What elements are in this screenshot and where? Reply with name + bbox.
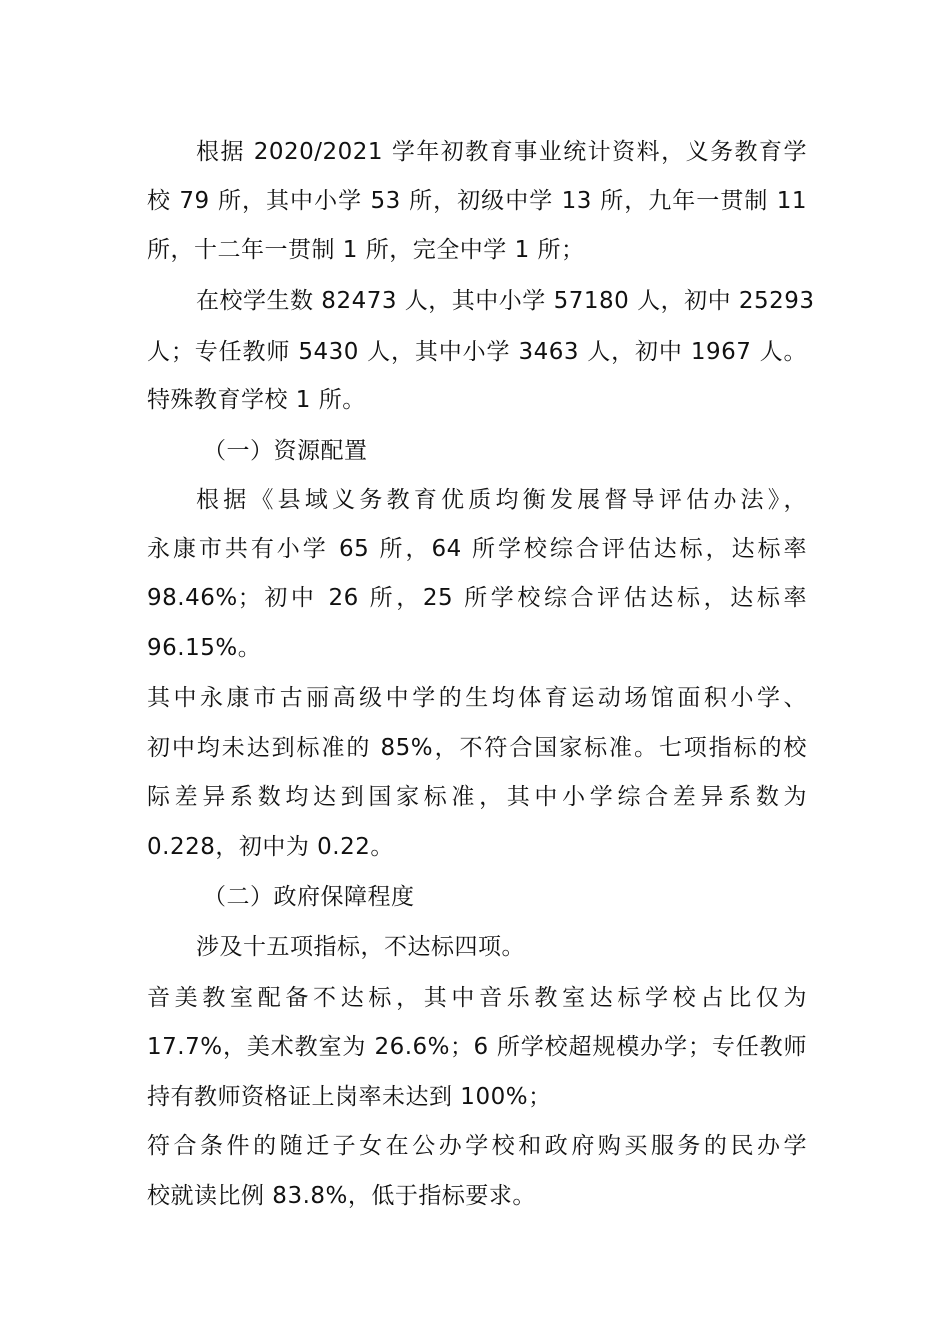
paragraph-5-line-1: 涉及十五项指标，不达标四项。	[196, 934, 525, 960]
paragraph-1-line-1: 根据 2020/2021 学年初教育事业统计资料，义务教育学	[196, 139, 807, 165]
paragraph-6-line-3: 持有教师资格证上岗率未达到 100%；	[147, 1084, 552, 1110]
paragraph-3-line-3: 98.46%；初中 26 所，25 所学校综合评估达标，达标率	[147, 585, 807, 611]
paragraph-2-line-3: 特殊教育学校 1 所。	[147, 387, 366, 413]
paragraph-7-line-1: 符合条件的随迁子女在公办学校和政府购买服务的民办学	[147, 1133, 807, 1159]
paragraph-4-line-3: 际差异系数均达到国家标准，其中小学综合差异系数为	[147, 784, 807, 810]
paragraph-3-line-2: 永康市共有小学 65 所，64 所学校综合评估达标，达标率	[147, 536, 807, 562]
paragraph-2-line-2: 人；专任教师 5430 人，其中小学 3463 人，初中 1967 人。	[147, 339, 807, 365]
section-heading-resource-allocation: （一）资源配置	[203, 438, 368, 464]
paragraph-3-line-4: 96.15%。	[147, 635, 262, 661]
paragraph-4-line-1: 其中永康市古丽高级中学的生均体育运动场馆面积小学、	[147, 685, 807, 711]
paragraph-1-line-3: 所，十二年一贯制 1 所，完全中学 1 所；	[147, 237, 585, 263]
section-heading-government-guarantee: （二）政府保障程度	[203, 884, 415, 910]
paragraph-4-line-4: 0.228，初中为 0.22。	[147, 834, 394, 860]
paragraph-7-line-2: 校就读比例 83.8%，低于指标要求。	[147, 1183, 536, 1209]
paragraph-6-line-1: 音美教室配备不达标，其中音乐教室达标学校占比仅为	[147, 985, 807, 1011]
paragraph-6-line-2: 17.7%，美术教室为 26.6%；6 所学校超规模办学；专任教师	[147, 1034, 807, 1060]
paragraph-1-line-2: 校 79 所，其中小学 53 所，初级中学 13 所，九年一贯制 11	[147, 188, 807, 214]
paragraph-3-line-1: 根据《县域义务教育优质均衡发展督导评估办法》，	[196, 487, 807, 513]
paragraph-2-line-1: 在校学生数 82473 人，其中小学 57180 人，初中 25293	[196, 288, 815, 314]
paragraph-4-line-2: 初中均未达到标准的 85%，不符合国家标准。七项指标的校	[147, 735, 807, 761]
